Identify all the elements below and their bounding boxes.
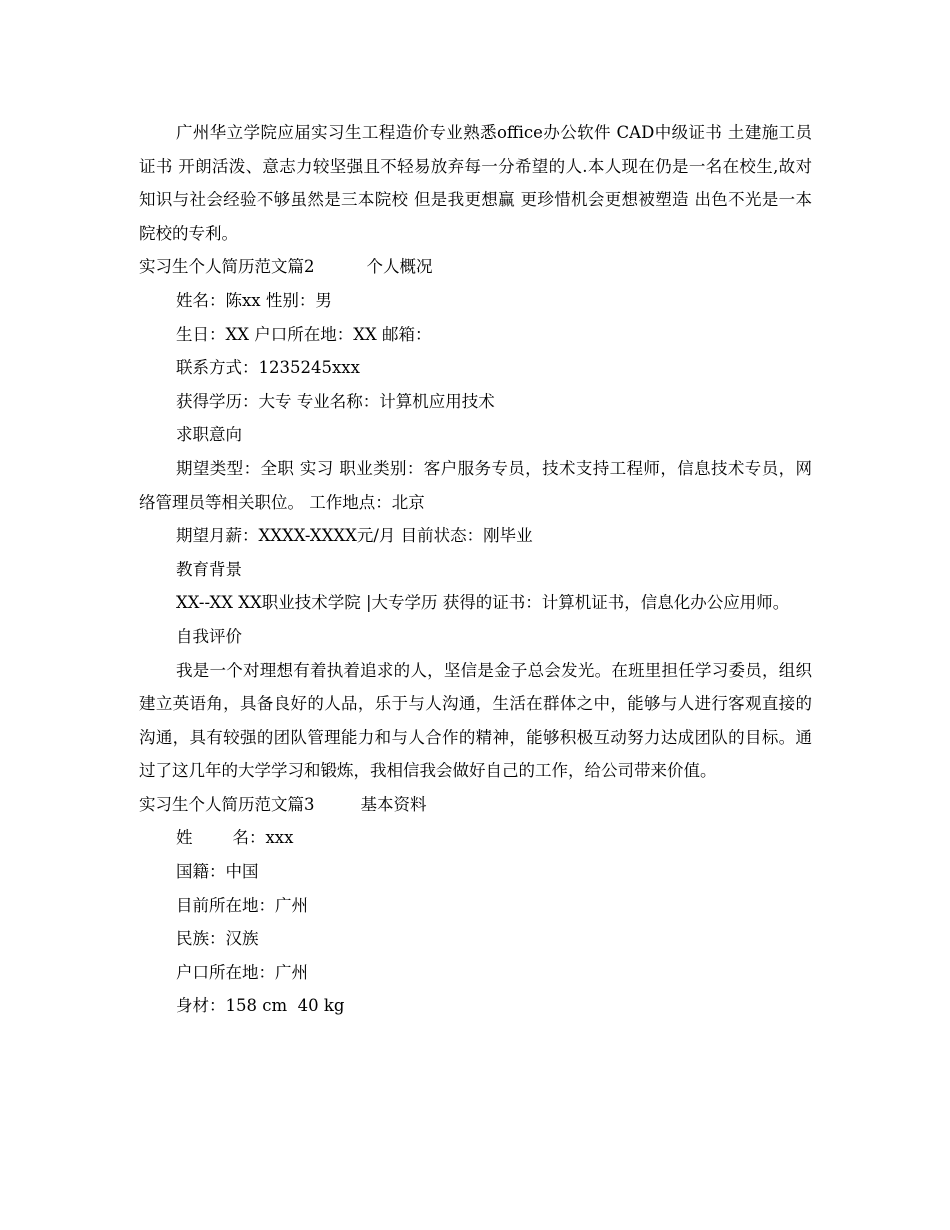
nationality-line: 国籍：中国: [176, 862, 259, 882]
section2-title: 实习生个人简历范文篇2: [139, 257, 315, 277]
section2-subtitle: 个人概况: [366, 257, 433, 277]
salary-status-line: 期望月薪：XXXX-XXXX元/月 目前状态：刚毕业: [176, 526, 533, 546]
current-location-line: 目前所在地：广州: [176, 895, 308, 915]
body-line: 身材：158 cm 40 kg: [176, 996, 345, 1016]
birth-hukou-line: 生日：XX 户口所在地：XX 邮箱：: [176, 324, 432, 344]
name-gender-line: 姓名：陈xx 性别：男: [176, 290, 332, 310]
job-intention-heading: 求职意向: [176, 425, 242, 445]
section3-subtitle: 基本资料: [360, 794, 427, 814]
document-body: [139, 116, 812, 1023]
name-line: [139, 821, 812, 855]
name-label-char: 姓: [176, 828, 193, 848]
section2-heading: [139, 250, 812, 284]
ethnicity-line: 民族：汉族: [176, 929, 259, 949]
contact-line: 联系方式：1235245xxx: [176, 358, 360, 378]
job-type-paragraph: 期望类型：全职 实习 职业类别：客户服务专员，技术支持工程师，信息技术专员，网络管理员等相关职位。 工作地点：北京: [139, 458, 812, 512]
education-detail-paragraph: XX--XX XX职业技术学院 |大专学历 获得的证书：计算机证书，信息化办公应用师。: [176, 593, 790, 613]
education-background-heading: 教育背景: [176, 559, 242, 579]
self-evaluation-paragraph: 我是一个对理想有着执着追求的人，坚信是金子总会发光。在班里担任学习委员，组织建立英语角，具备良好的人品，乐于与人沟通，生活在群体之中，能够与人进行客观直接的沟通，具有较强的团队管理能力和与人合作的精神，能够积极互动努力达成团队的目标。通过了这几年的大学学习和锻炼，我相信我会做好自己的工作，给公司带来价值。: [139, 660, 812, 781]
section3-title: 实习生个人简历范文篇3: [139, 794, 315, 814]
name-label-rest: 名：xxx: [232, 828, 294, 848]
intro-paragraph: 广州华立学院应届实习生工程造价专业熟悉office办公软件 CAD中级证书 土建施工员证书 开朗活泼、意志力较坚强且不轻易放弃每一分希望的人.本人现在仍是一名在校生,故对知识与社会经验不够虽然是三本院校 但是我更想赢 更珍惜机会更想被塑造 出色不光是一本院校的专利。: [139, 123, 812, 243]
education-major-line: 获得学历：大专 专业名称：计算机应用技术: [176, 391, 495, 411]
section3-heading: [139, 788, 812, 822]
hukou-line: 户口所在地：广州: [176, 962, 308, 982]
self-evaluation-heading: 自我评价: [176, 626, 242, 646]
